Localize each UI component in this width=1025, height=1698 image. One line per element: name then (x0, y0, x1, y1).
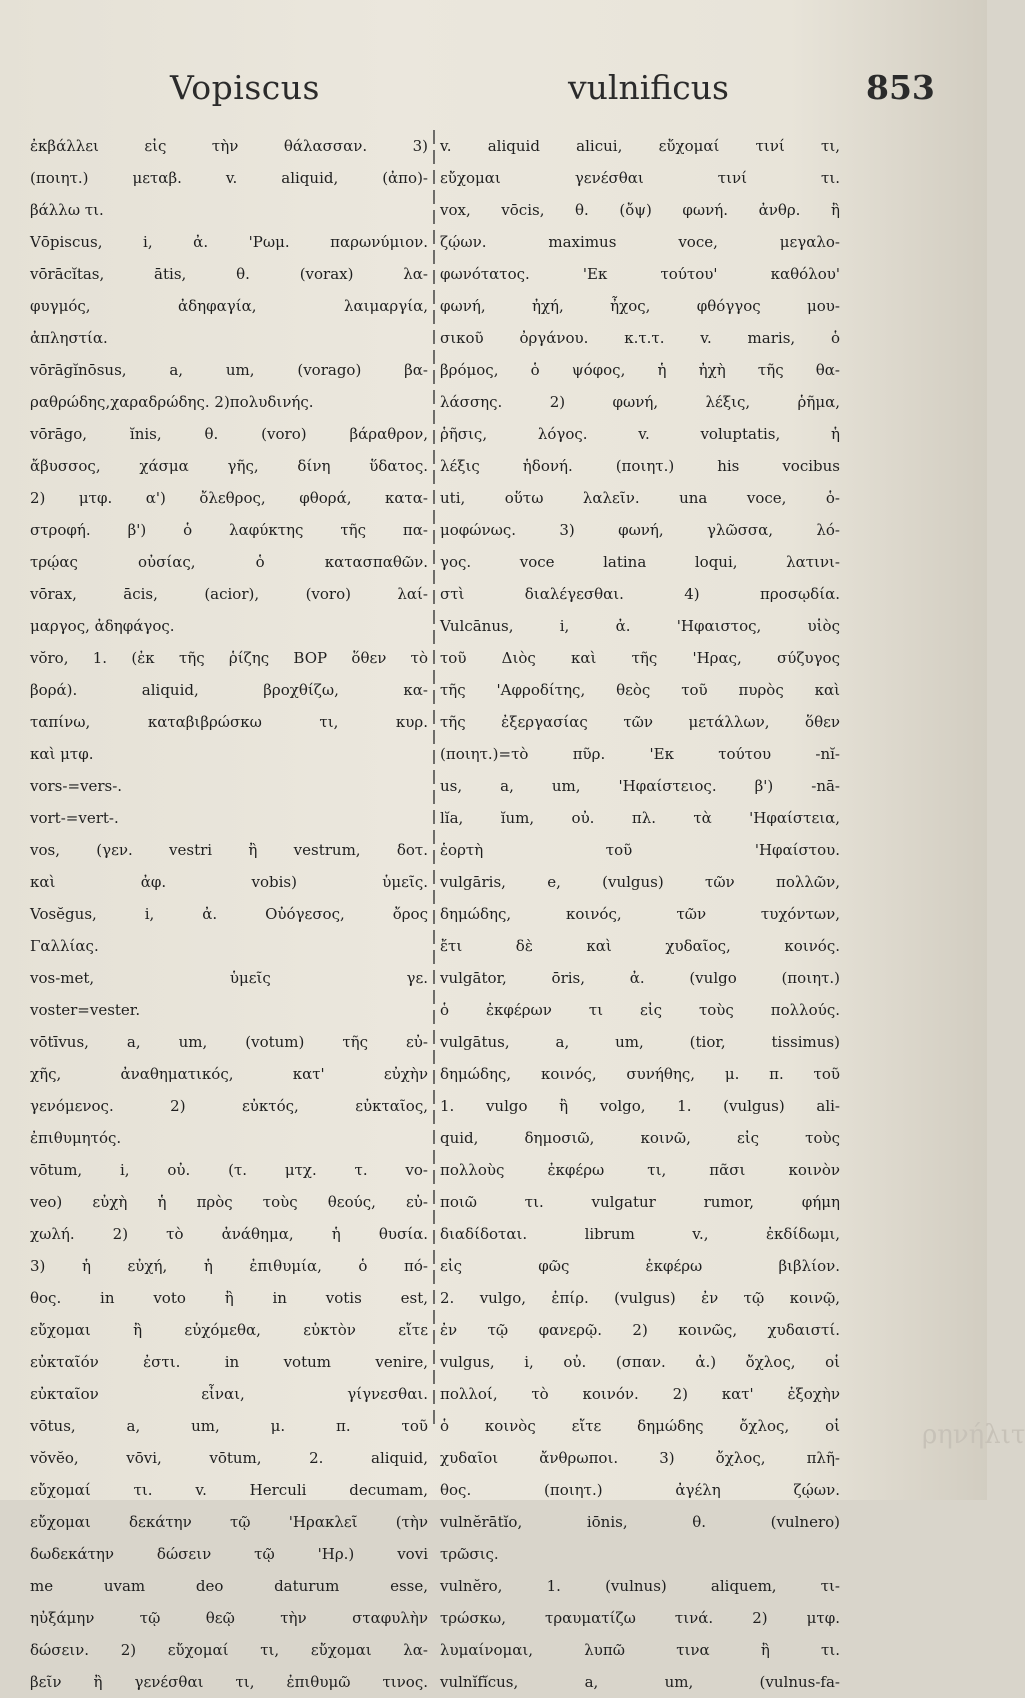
text-line: (ποιητ.)=τὸ πῦρ. 'Εκ τούτου -nĭ- (440, 745, 840, 763)
text-line: ἀπληστία. (30, 329, 108, 347)
text-line: ποιῶ τι. vulgatur rumor, φήμη (440, 1193, 840, 1211)
text-line: 2. vulgo, ἐπίρ. (vulgus) ἐν τῷ κοινῷ, (440, 1289, 840, 1307)
text-line: vulnĕro, 1. (vulnus) aliquem, τι- (440, 1577, 840, 1595)
text-line: vulgātus, a, um, (tior, tissimus) (440, 1033, 840, 1051)
text-line: πολλοί, τὸ κοινόν. 2) κατ' ἐξοχὴν (440, 1385, 840, 1403)
text-line: εἰς φῶς ἐκφέρω βιβλίον. (440, 1257, 840, 1275)
text-line: λάσσης. 2) φωνή, λέξις, ῥῆμα, (440, 393, 840, 411)
text-line: πολλοὺς ἐκφέρω τι, πᾶσι κοινὸν (440, 1161, 840, 1179)
header-left-guide-word: Vopiscus (170, 68, 320, 107)
text-line: βάλλω τι. (30, 201, 104, 219)
text-line: ἐν τῷ φανερῷ. 2) κοινῶς, χυδαιστί. (440, 1321, 840, 1339)
text-line: v. aliquid alicui, εὔχομαί τινί τι, (440, 137, 840, 155)
text-line: veo) εὐχὴ ἡ πρὸς τοὺς θεούς, εὐ- (30, 1193, 428, 1211)
text-line: ραθρώδης,χαραδρώδης. 2)πολυδινής. (30, 393, 314, 411)
text-line: χυδαῖοι ἄνθρωποι. 3) ὄχλος, πλῆ- (440, 1449, 840, 1467)
text-line: ἄβυσσος, χάσμα γῆς, δίνη ὕδατος. (30, 457, 428, 475)
text-line: μαργος, ἀδηφάγος. (30, 617, 175, 635)
text-line: γενόμενος. 2) εὐκτός, εὐκταῖος, (30, 1097, 428, 1115)
text-line: uti, οὕτω λαλεῖν. una voce, ὁ- (440, 489, 840, 507)
text-line: εὔχομαι δεκάτην τῷ 'Ηρακλεῖ (τὴν (30, 1513, 428, 1531)
text-line: ὁ κοινὸς εἴτε δημώδης ὄχλος, οἱ (440, 1417, 840, 1435)
text-line: εὐκταῖον εἶναι, γίγνεσθαι. (30, 1385, 428, 1403)
text-line: vōrāgĭnōsus, a, um, (vorago) βα- (30, 361, 428, 379)
text-line: quid, δημοσιῶ, κοινῶ, εἰς τοὺς (440, 1129, 840, 1147)
right-column (440, 130, 840, 1698)
text-line: lĭa, ĭum, οὐ. πλ. τὰ 'Ηφαίστεια, (440, 809, 840, 827)
text-line: vulgātor, ōris, ἀ. (vulgo (ποιητ.) (440, 969, 840, 987)
text-line: βρόμος, ὁ ψόφος, ἡ ἠχὴ τῆς θα- (440, 361, 840, 379)
text-line: φυγμός, ἀδηφαγία, λαιμαργία, (30, 297, 428, 315)
text-line: 2) μτφ. α') ὄλεθρος, φθορά, κατα- (30, 489, 428, 507)
text-line: vōtīvus, a, um, (votum) τῆς εὐ- (30, 1033, 428, 1051)
text-line: vos-met, ὑμεῖς γε. (30, 969, 428, 987)
text-line: Vōpiscus, i, ἀ. 'Ρωμ. παρωνύμιον. (30, 233, 428, 251)
text-line: ηὐξάμην τῷ θεῷ τὴν σταφυλὴν (30, 1609, 428, 1627)
text-line: ἐκβάλλει εἰς τὴν θάλασσαν. 3) (30, 137, 428, 155)
text-line: Γαλλίας. (30, 937, 99, 955)
text-line: vox, vōcis, θ. (ὄψ) φωνή. ἀνθρ. ἢ (440, 201, 840, 219)
text-line: λυμαίνομαι, λυπῶ τινα ἢ τι. (440, 1641, 840, 1659)
text-line: λέξις ἡδονή. (ποιητ.) his vocibus (440, 457, 840, 475)
text-line: τρώσκω, τραυματίζω τινά. 2) μτφ. (440, 1609, 840, 1627)
text-line: ἐπιθυμητός. (30, 1129, 122, 1147)
text-line: χῆς, ἀναθηματικός, κατ' εὐχὴν (30, 1065, 428, 1083)
text-line: vulgus, i, οὐ. (σπαν. ἀ.) ὄχλος, οἱ (440, 1353, 840, 1371)
column-divider (433, 130, 435, 1430)
text-line: γος. voce latina loqui, λατινι- (440, 553, 840, 571)
text-line: vōrāgo, ĭnis, θ. (voro) βάραθρον, (30, 425, 428, 443)
text-line: vōtus, a, um, μ. π. τοῦ (30, 1417, 428, 1435)
text-line: vort-=vert-. (30, 809, 119, 827)
text-line: θος. (ποιητ.) ἀγέλη ζῴων. (440, 1481, 840, 1499)
text-line: vulnĭfĭcus, a, um, (vulnus-fa- (440, 1673, 840, 1691)
text-line: vors-=vers-. (30, 777, 123, 795)
text-line: (ποιητ.) μεταβ. v. aliquid, (ἀπο)- (30, 169, 428, 187)
left-column (30, 130, 428, 1698)
text-line: φωνότατος. 'Εκ τούτου' καθόλου' (440, 265, 840, 283)
text-line: μοφώνως. 3) φωνή, γλῶσσα, λό- (440, 521, 840, 539)
text-line: τῆς ἐξεργασίας τῶν μετάλλων, ὅθεν (440, 713, 840, 731)
text-line: vŏro, 1. (ἐκ τῆς ῥίζης BOP ὅθεν τὸ (30, 649, 428, 667)
text-line: εὔχομαι γενέσθαι τινί τι. (440, 169, 840, 187)
text-line: vos, (γεν. vestri ἢ vestrum, δοτ. (30, 841, 428, 859)
text-line: 3) ἡ εὐχή, ἡ ἐπιθυμία, ὁ πό- (30, 1257, 428, 1275)
text-line: vōtum, i, οὐ. (τ. μτχ. τ. vo- (30, 1161, 428, 1179)
text-line: ὁ ἐκφέρων τι εἰς τοὺς πολλούς. (440, 1001, 840, 1019)
running-head (0, 68, 987, 118)
text-line: vulnĕrātĭo, iōnis, θ. (vulnero) (440, 1513, 840, 1531)
text-line: εὔχομαι ἢ εὐχόμεθα, εὐκτὸν εἴτε (30, 1321, 428, 1339)
text-line: χωλή. 2) τὸ ἀνάθημα, ἡ θυσία. (30, 1225, 428, 1243)
text-line: vōrax, ācis, (acior), (voro) λαί- (30, 585, 428, 603)
text-line: ζῴων. maximus voce, μεγαλο- (440, 233, 840, 251)
text-line: τρῶσις. (440, 1545, 499, 1563)
text-line: καὶ μτφ. (30, 745, 94, 763)
header-right-guide-word: vulnificus (568, 68, 729, 107)
text-line: θος. in voto ἢ in votis est, (30, 1289, 428, 1307)
text-line: Vosĕgus, i, ἀ. Οὐόγεσος, ὄρος (30, 905, 428, 923)
text-line: Vulcānus, i, ἀ. 'Ηφαιστος, υἱὸς (440, 617, 840, 635)
text-line: φωνή, ἠχή, ἦχος, φθόγγος μου- (440, 297, 840, 315)
text-line: ἔτι δὲ καὶ χυδαῖος, κοινός. (440, 937, 840, 955)
text-line: στὶ διαλέγεσθαι. 4) προσῳδία. (440, 585, 840, 603)
page-number: 853 (866, 68, 935, 107)
text-line: δώσειν. 2) εὔχομαί τι, εὔχομαι λα- (30, 1641, 428, 1659)
text-line: us, a, um, 'Ηφαίστειος. β') -nā- (440, 777, 840, 795)
text-line: δημώδης, κοινός, τῶν τυχόντων, (440, 905, 840, 923)
text-line: εὐκταῖόν ἐστι. in votum venire, (30, 1353, 428, 1371)
text-line: τοῦ Διὸς καὶ τῆς 'Ηρας, σύζυγος (440, 649, 840, 667)
text-line: vōrācĭtas, ātis, θ. (vorax) λα- (30, 265, 428, 283)
text-line: 1. vulgo ἢ volgo, 1. (vulgus) ali- (440, 1097, 840, 1115)
text-line: καὶ ἀφ. vobis) ὑμεῖς. (30, 873, 428, 891)
text-line: ταπίνω, καταβιβρώσκω τι, κυρ. (30, 713, 428, 731)
text-line: βορά). aliquid, βροχθίζω, κα- (30, 681, 428, 699)
text-line: δημώδης, κοινός, συνήθης, μ. π. τοῦ (440, 1065, 840, 1083)
text-line: ἑορτὴ τοῦ 'Ηφαίστου. (440, 841, 840, 859)
text-line: voster=vester. (30, 1001, 141, 1019)
text-line: me uvam deo daturum esse, (30, 1577, 428, 1595)
text-line: vulgāris, e, (vulgus) τῶν πολλῶν, (440, 873, 840, 891)
text-line: στροφή. β') ὁ λαφύκτης τῆς πα- (30, 521, 428, 539)
text-line: τρῴας οὐσίας, ὁ κατασπαθῶν. (30, 553, 428, 571)
text-line: ῥῆσις, λόγος. v. voluptatis, ἡ (440, 425, 840, 443)
text-line: βεῖν ἢ γενέσθαι τι, ἐπιθυμῶ τινος. (30, 1673, 428, 1691)
bleed-through-text: ρηνήλιτ (922, 1420, 1025, 1450)
text-line: vŏvĕo, vōvi, vōtum, 2. aliquid, (30, 1449, 428, 1467)
text-line: σικοῦ ὀργάνου. κ.τ.τ. v. maris, ὁ (440, 329, 840, 347)
text-line: τῆς 'Αφροδίτης, θεὸς τοῦ πυρὸς καὶ (440, 681, 840, 699)
text-line: δωδεκάτην δώσειν τῷ 'Ηρ.) vovi (30, 1545, 428, 1563)
text-line: εὔχομαί τι. v. Herculi decumam, (30, 1481, 428, 1499)
text-line: διαδίδοται. librum v., ἐκδίδωμι, (440, 1225, 840, 1243)
